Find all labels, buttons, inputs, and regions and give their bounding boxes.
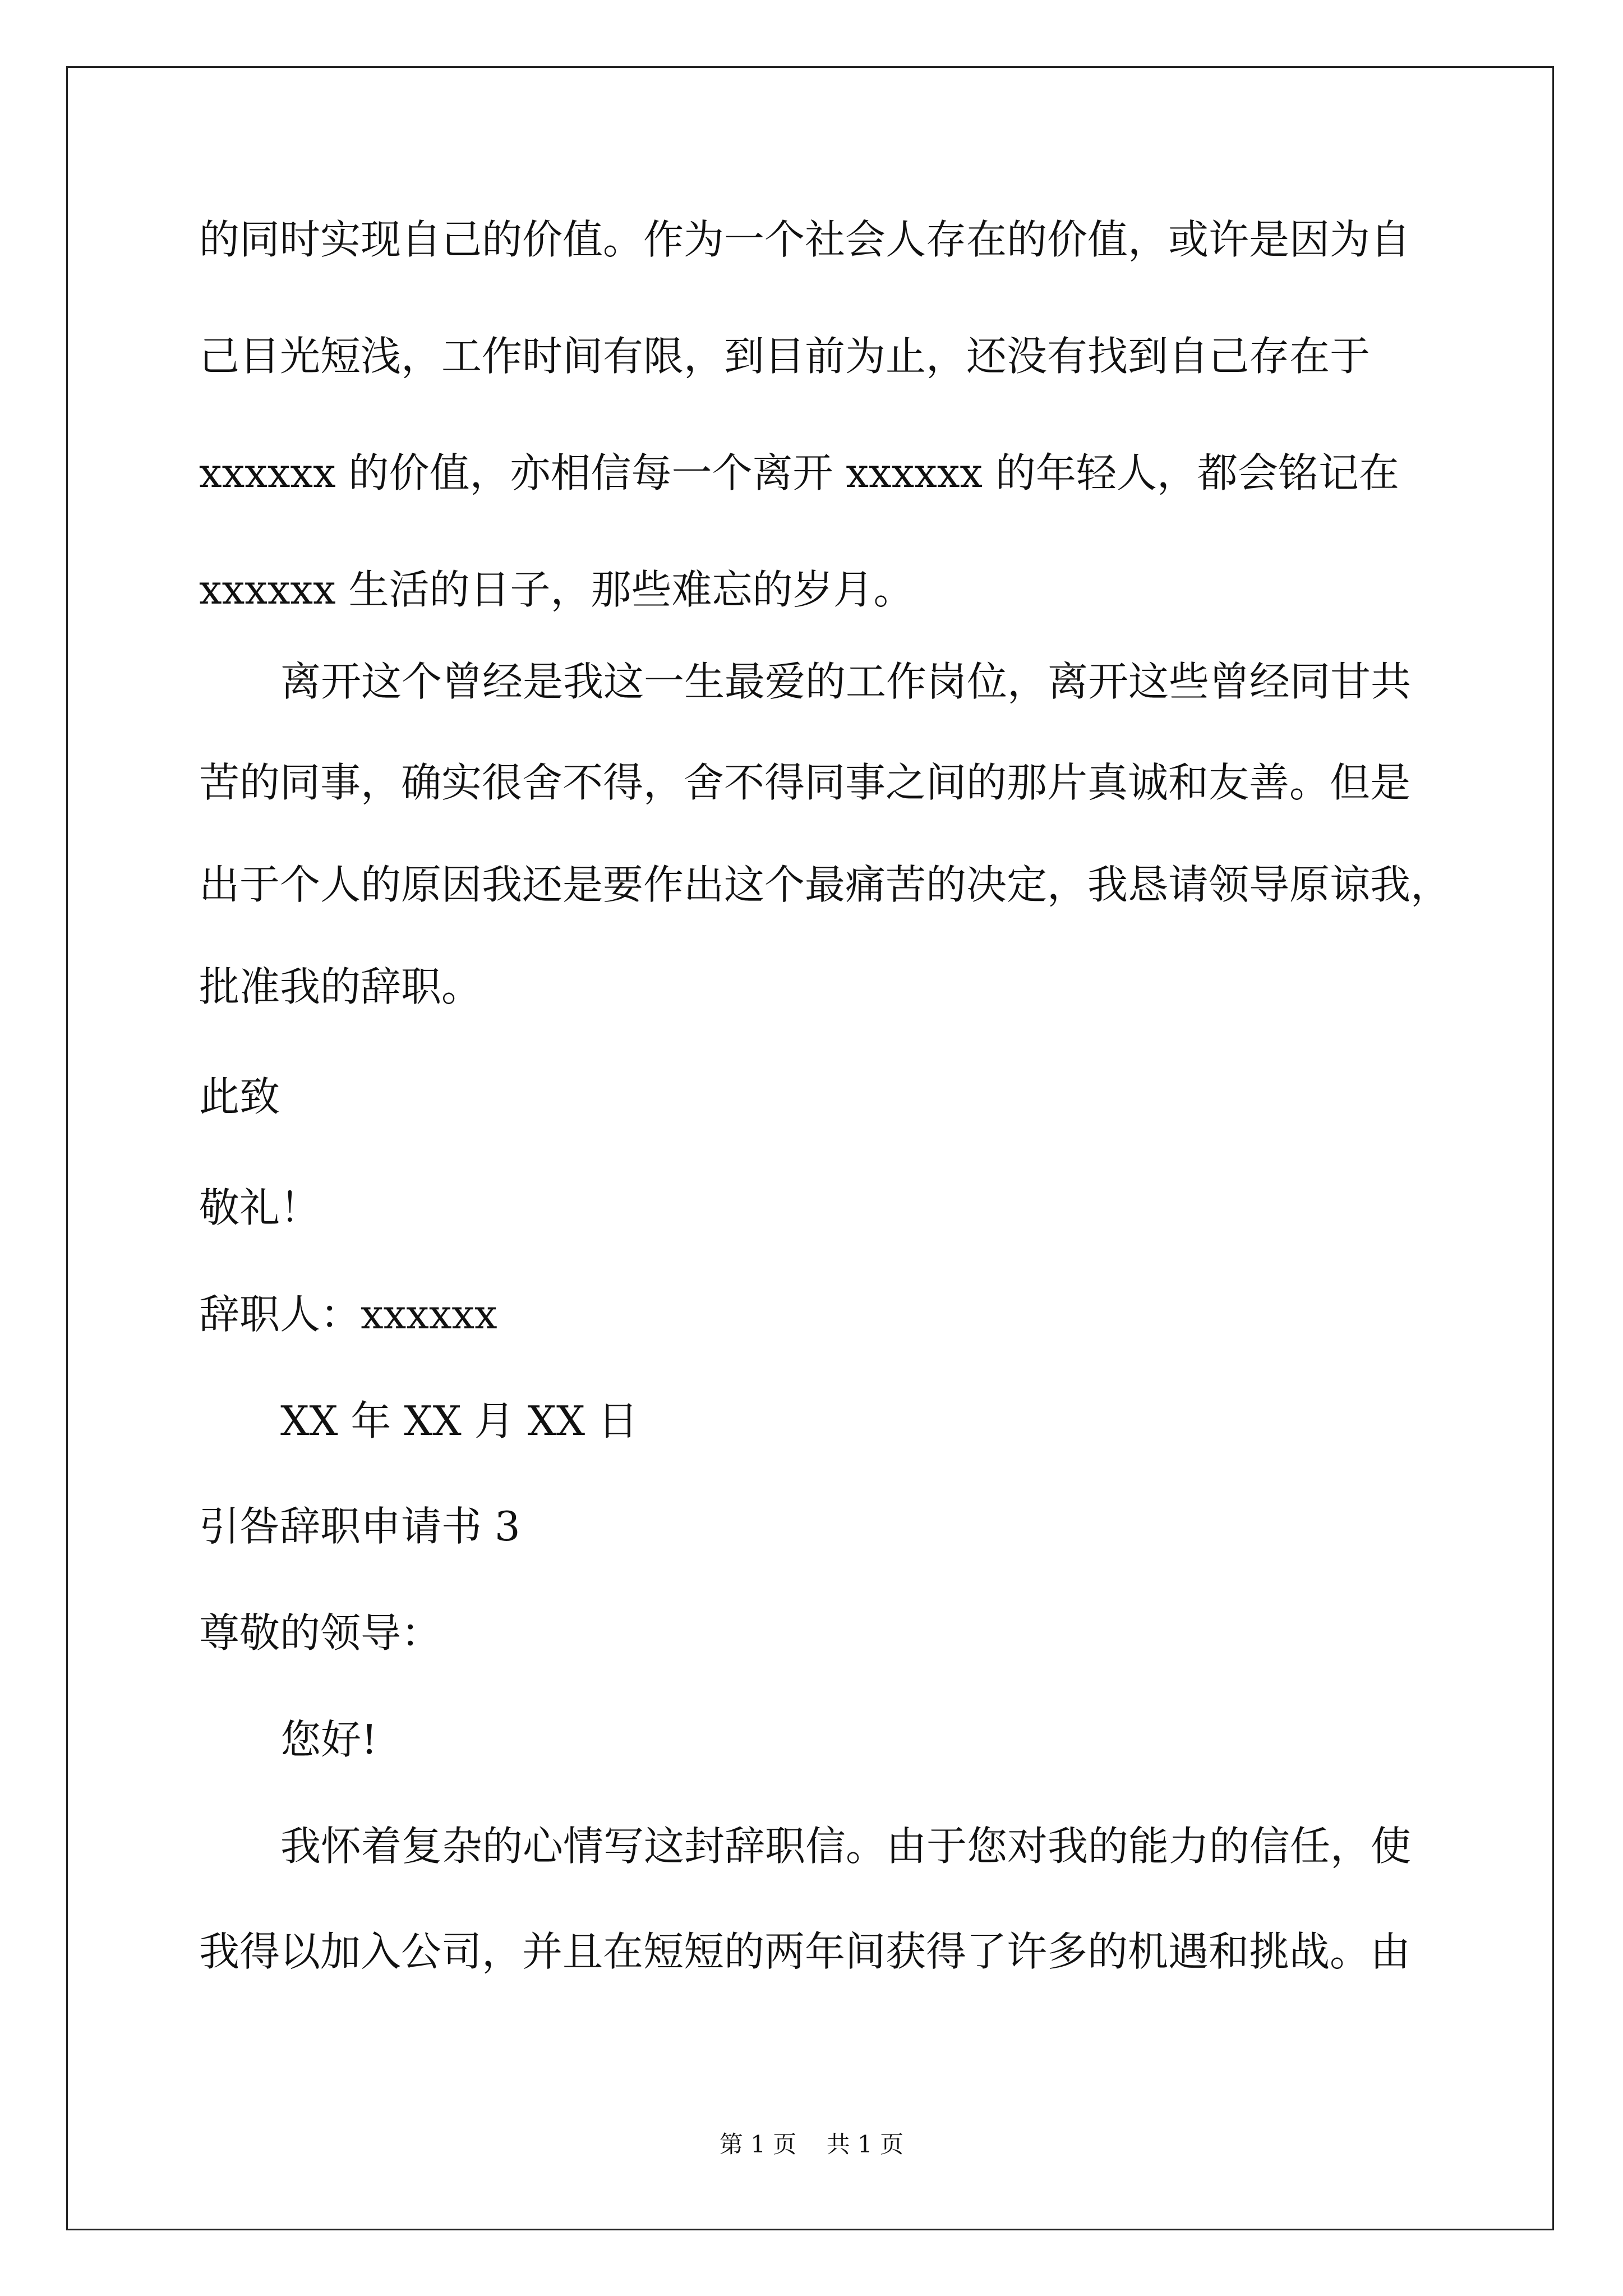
signer-line: 辞职人：xxxxxx (199, 1291, 497, 1338)
page-border (66, 66, 1554, 2230)
greeting-line: 尊敬的领导： (199, 1609, 442, 1657)
greeting-hello: 您好! (280, 1716, 377, 1763)
text-line: 己目光短浅，工作时间有限，到目前为止，还没有找到自己存在于 (199, 333, 1371, 380)
closing-salutation: 此致 (199, 1073, 280, 1120)
text-line: 苦的同事，确实很舍不得，舍不得同事之间的那片真诚和友善。但是 (199, 759, 1411, 806)
closing-regards: 敬礼！ (199, 1184, 321, 1231)
section-heading: 引咎辞职申请书 3 (199, 1503, 520, 1550)
text-line: 批准我的辞职。 (199, 963, 482, 1010)
page-number-footer: 第 1 页 共 1 页 (719, 2131, 904, 2158)
text-line: xxxxxx 的价值，亦相信每一个离开 xxxxxx 的年轻人，都会铭记在 (199, 449, 1399, 496)
paragraph-first-line: 离开这个曾经是我这一生最爱的工作岗位，离开这些曾经同甘共 (280, 658, 1412, 705)
date-line: XX 年 XX 月 XX 日 (280, 1397, 638, 1444)
text-line: 的同时实现自己的价值。作为一个社会人存在的价值，或许是因为自 (199, 216, 1411, 263)
text-line: 出于个人的原因我还是要作出这个最痛苦的决定，我恳请领导原谅我， (199, 861, 1451, 908)
text-line: 我得以加入公司，并且在短短的两年间获得了许多的机遇和挑战。由 (199, 1928, 1411, 1975)
text-line: xxxxxx 生活的日子，那些难忘的岁月。 (199, 566, 914, 613)
paragraph-first-line: 我怀着复杂的心情写这封辞职信。由于您对我的能力的信任，使 (280, 1823, 1412, 1870)
